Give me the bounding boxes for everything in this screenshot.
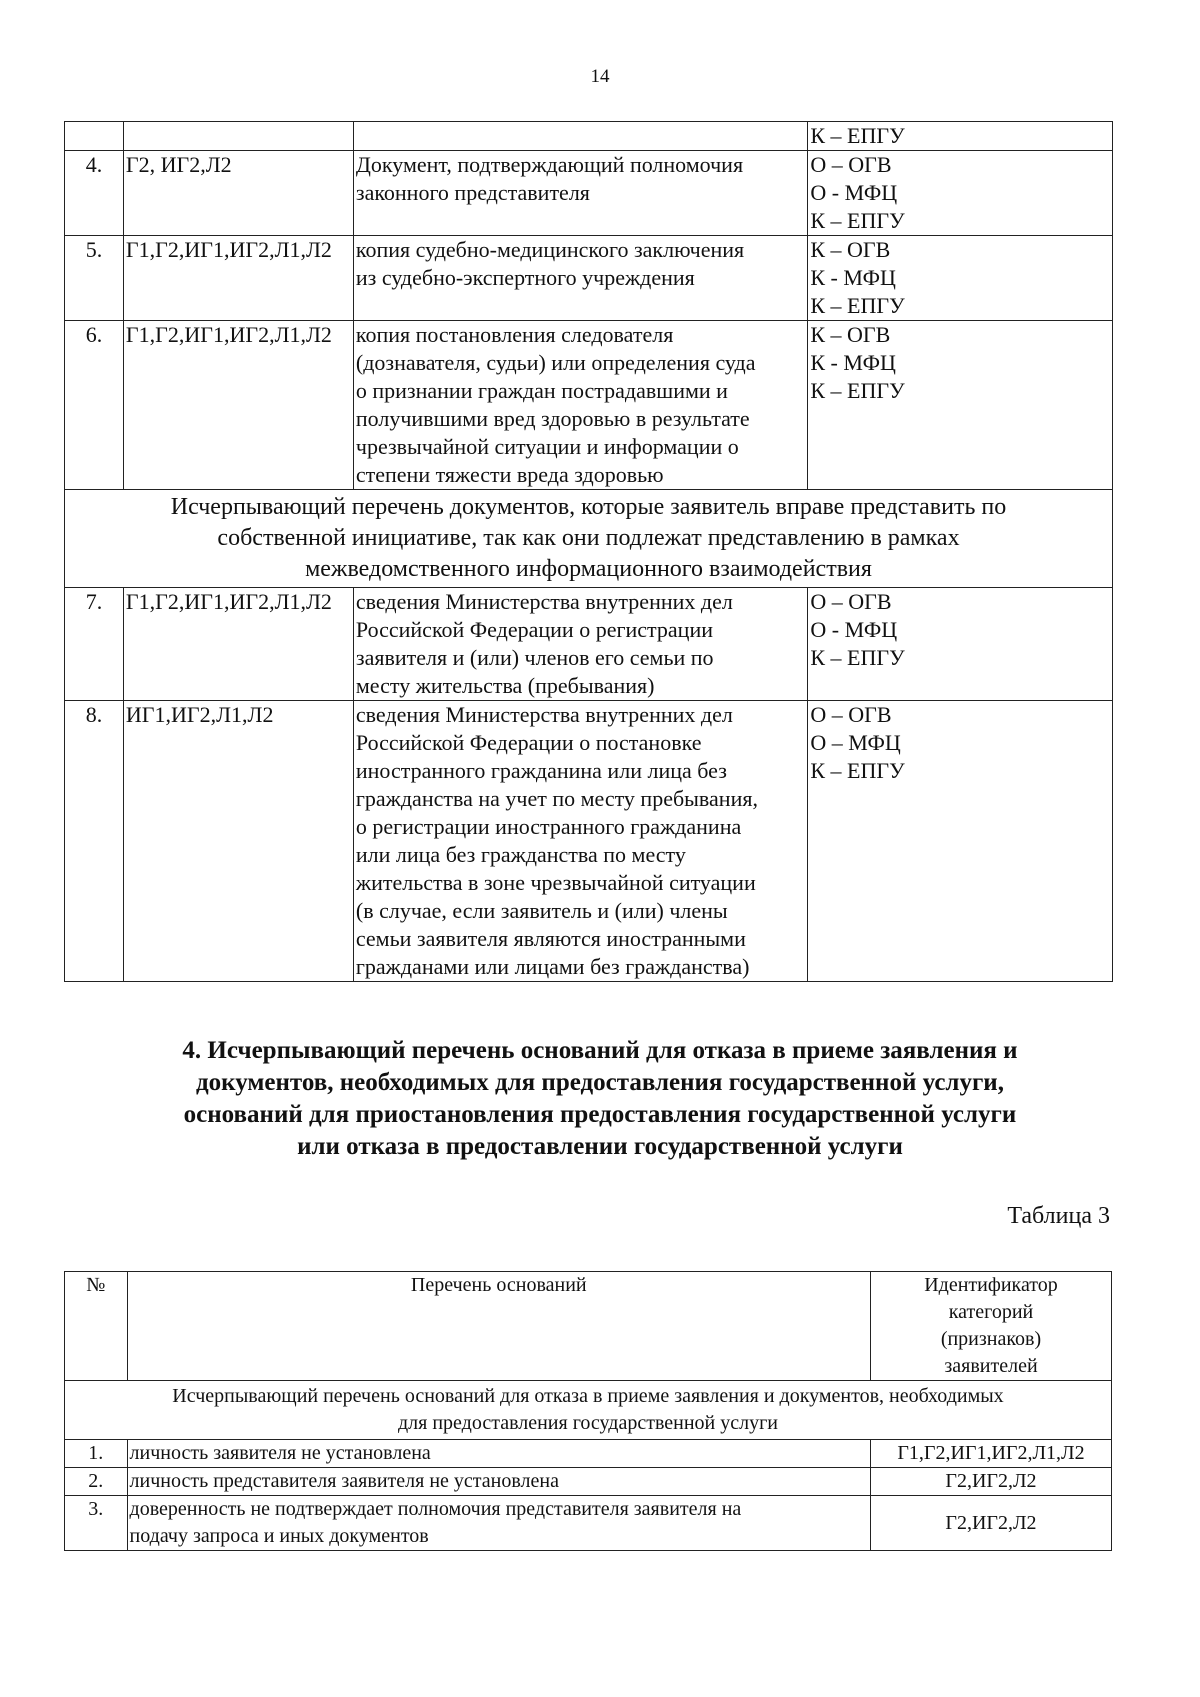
category-ids: Г2,ИГ2,Л2 xyxy=(871,1468,1112,1496)
basis-line: доверенность не подтверждает полномочия представителя заявителя на xyxy=(129,1498,742,1520)
table-row xyxy=(65,588,1113,701)
submission-line: К – ЕПГУ xyxy=(810,645,905,670)
document-cell xyxy=(353,122,808,151)
heading-line: документов, необходимых для предоставления государственной услуги, xyxy=(196,1069,1004,1096)
submission-line: К - МФЦ xyxy=(810,350,896,375)
basis-line: личность заявителя не установлена xyxy=(129,1442,431,1464)
document-line: копия постановления следователя xyxy=(355,322,674,347)
table-row xyxy=(65,701,1113,982)
document-line: чрезвычайной ситуации и информации о xyxy=(355,434,739,459)
row-number: 5. xyxy=(65,236,124,321)
section-line: межведомственного информационного взаимодействия xyxy=(305,556,872,582)
page-number: 14 xyxy=(590,66,610,87)
submission-line: К – ЕПГУ xyxy=(810,208,905,233)
section-line: Исчерпывающий перечень документов, которые заявитель вправе представить по xyxy=(170,494,1007,520)
document-line: о регистрации иностранного гражданина xyxy=(355,814,742,839)
document-line: (дознавателя, судьи) или определения суда xyxy=(355,350,756,375)
document-line: получившими вред здоровью в результате xyxy=(355,406,750,431)
submission-line: К – ОГВ xyxy=(810,322,891,347)
document-line: сведения Министерства внутренних дел xyxy=(355,702,733,727)
heading-line: оснований для приостановления предоставления государственной услуги xyxy=(183,1101,1017,1128)
category-ids: Г1,Г2,ИГ1,ИГ2,Л1,Л2 xyxy=(871,1440,1112,1468)
header-category-line: заявителей xyxy=(944,1355,1038,1377)
row-number: 3. xyxy=(65,1496,128,1551)
header-basis xyxy=(127,1272,870,1381)
section-row xyxy=(65,490,1113,588)
header-row xyxy=(65,1272,1112,1381)
applicant-ids: ИГ1,ИГ2,Л1,Л2 xyxy=(123,701,353,982)
document-line: Российской Федерации о регистрации xyxy=(355,617,713,642)
document-cell xyxy=(353,588,808,701)
section-cell xyxy=(65,490,1113,588)
document-line: о признании граждан пострадавшими и xyxy=(355,378,728,403)
applicant-ids: Г1,Г2,ИГ1,ИГ2,Л1,Л2 xyxy=(123,321,353,490)
document-cell xyxy=(353,701,808,982)
submission-line: К – ЕПГУ xyxy=(810,378,905,403)
document-cell xyxy=(353,236,808,321)
grounds-table xyxy=(64,1271,1112,1551)
heading-line: или отказа в предоставлении государственной услуги xyxy=(297,1133,903,1160)
header-category xyxy=(871,1272,1112,1381)
document-line: гражданами или лицами без гражданства) xyxy=(355,954,750,979)
submission-line: К – ЕПГУ xyxy=(810,123,905,148)
submission-line: О - МФЦ xyxy=(810,617,898,642)
table-row xyxy=(65,1440,1112,1468)
header-num: № xyxy=(65,1272,128,1381)
table-row xyxy=(65,236,1113,321)
basis-cell xyxy=(127,1496,870,1551)
document-line: Российской Федерации о постановке xyxy=(355,730,702,755)
document-line: иностранного гражданина или лица без xyxy=(355,758,727,783)
submission-line: К – ЕПГУ xyxy=(810,758,905,783)
header-basis-text: Перечень оснований xyxy=(410,1274,587,1296)
submission-cell xyxy=(808,151,1113,236)
table-row xyxy=(65,1496,1112,1551)
applicant-ids: Г2, ИГ2,Л2 xyxy=(123,151,353,236)
document-line: из судебно-экспертного учреждения xyxy=(355,265,695,290)
row-number: 1. xyxy=(65,1440,128,1468)
submission-line: О – ОГВ xyxy=(810,152,892,177)
document-line: сведения Министерства внутренних дел xyxy=(355,589,733,614)
document-line: Документ, подтверждающий полномочия xyxy=(355,152,744,177)
basis-line: личность представителя заявителя не установлена xyxy=(129,1470,559,1492)
section-line: для предоставления государственной услуги xyxy=(397,1412,779,1434)
document-line: заявителя и (или) членов его семьи по xyxy=(355,645,714,670)
submission-cell xyxy=(808,122,1113,151)
row-number: 4. xyxy=(65,151,124,236)
submission-line: К - МФЦ xyxy=(810,265,896,290)
row-number xyxy=(65,122,124,151)
applicant-ids: Г1,Г2,ИГ1,ИГ2,Л1,Л2 xyxy=(123,236,353,321)
header-category-line: (признаков) xyxy=(940,1328,1042,1350)
table-caption: Таблица 3 xyxy=(1007,1203,1110,1229)
row-number: 6. xyxy=(65,321,124,490)
basis-cell xyxy=(127,1468,870,1496)
document-line: копия судебно-медицинского заключения xyxy=(355,237,745,262)
row-number: 7. xyxy=(65,588,124,701)
submission-line: К – ОГВ xyxy=(810,237,891,262)
document-line: законного представителя xyxy=(355,180,590,205)
submission-cell xyxy=(808,321,1113,490)
submission-line: К – ЕПГУ xyxy=(810,293,905,318)
header-category-line: Идентификатор xyxy=(924,1274,1058,1296)
document-line: месту жительства (пребывания) xyxy=(355,673,655,698)
document-line: (в случае, если заявитель и (или) члены xyxy=(355,898,728,923)
submission-line: О – ОГВ xyxy=(810,702,892,727)
table-row xyxy=(65,151,1113,236)
basis-line: подачу запроса и иных документов xyxy=(129,1525,429,1547)
applicant-ids xyxy=(123,122,353,151)
heading-line: 4. Исчерпывающий перечень оснований для отказа в приеме заявления и xyxy=(182,1037,1018,1064)
applicant-ids: Г1,Г2,ИГ1,ИГ2,Л1,Л2 xyxy=(123,588,353,701)
submission-cell xyxy=(808,701,1113,982)
row-number: 2. xyxy=(65,1468,128,1496)
submission-cell xyxy=(808,588,1113,701)
section-line: Исчерпывающий перечень оснований для отказа в приеме заявления и документов, необходимых xyxy=(172,1385,1004,1407)
document-cell xyxy=(353,151,808,236)
category-ids: Г2,ИГ2,Л2 xyxy=(871,1496,1112,1551)
table-row xyxy=(65,321,1113,490)
document-cell xyxy=(353,321,808,490)
submission-line: О – МФЦ xyxy=(810,730,901,755)
section-heading xyxy=(100,1035,1100,1163)
submission-cell xyxy=(808,236,1113,321)
document-line: жительства в зоне чрезвычайной ситуации xyxy=(355,870,756,895)
row-number: 8. xyxy=(65,701,124,982)
table-row xyxy=(65,1468,1112,1496)
submission-line: О - МФЦ xyxy=(810,180,898,205)
documents-table xyxy=(64,121,1113,982)
basis-cell xyxy=(127,1440,870,1468)
section-line: собственной инициативе, так как они подлежат представлению в рамках xyxy=(217,525,960,551)
document-line: или лица без гражданства по месту xyxy=(355,842,686,867)
submission-line: О – ОГВ xyxy=(810,589,892,614)
document-line: степени тяжести вреда здоровью xyxy=(355,462,664,487)
document-line: гражданства на учет по месту пребывания, xyxy=(355,786,758,811)
section-row xyxy=(65,1381,1112,1440)
header-category-line: категорий xyxy=(948,1301,1034,1323)
document-line: семьи заявителя являются иностранными xyxy=(355,926,746,951)
table-row xyxy=(65,122,1113,151)
section-cell xyxy=(65,1381,1112,1440)
